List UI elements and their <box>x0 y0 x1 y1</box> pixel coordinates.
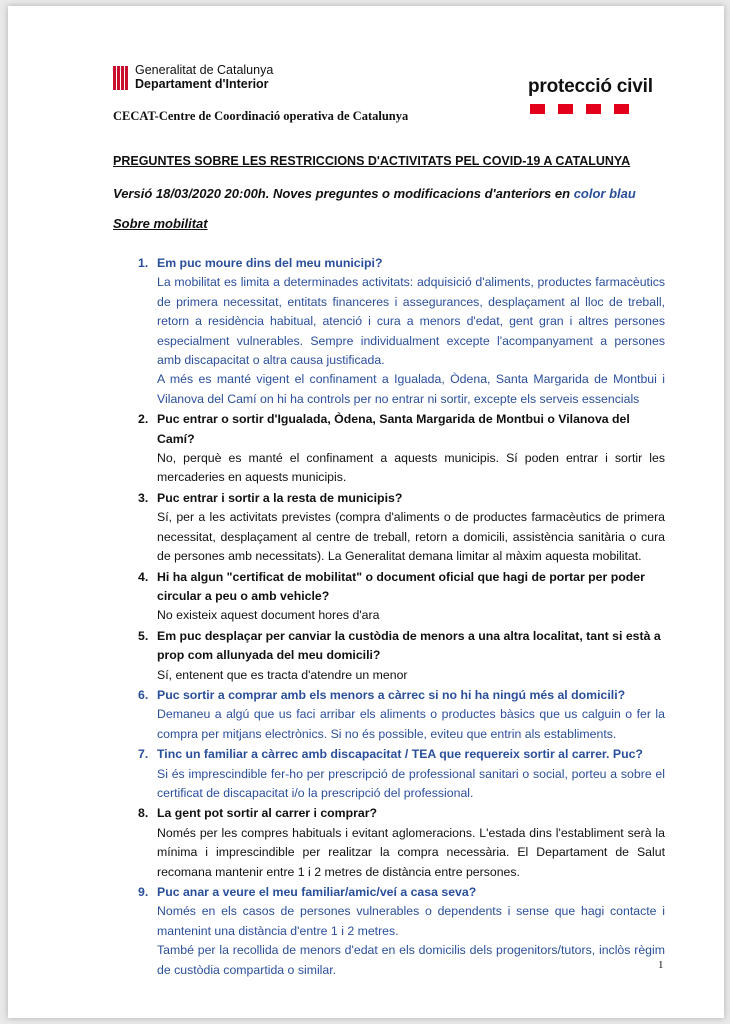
answer-text: Només en els casos de persones vulnerables o dependents i sense que hagi contacte i mantenint una distància d'entre 1 i 2 metres. <box>157 904 665 938</box>
version-line <box>113 186 636 201</box>
document-title: PREGUNTES SOBRE LES RESTRICCIONS D'ACTIVITATS PEL COVID-19 A CATALUNYA <box>113 154 631 168</box>
proteccio-civil-title: protecció civil <box>528 76 653 97</box>
answer-text: No existeix aquest document hores d'ara <box>157 608 380 623</box>
question-text: Puc entrar i sortir a la resta de municipis? <box>157 490 403 505</box>
question-text: Em puc moure dins del meu municipi? <box>157 256 383 270</box>
question-number: 1. <box>138 256 149 270</box>
proteccio-civil-logo <box>528 76 653 114</box>
question-number: 9. <box>138 885 149 899</box>
question-text: Puc anar a veure el meu familiar/amic/veí a casa seva? <box>157 885 477 899</box>
question-number: 2. <box>138 412 149 427</box>
question-text: Puc sortir a comprar amb els menors a càrrec si no hi ha ningú més al domicili? <box>157 687 626 702</box>
question-text: Puc entrar o sortir d'Igualada, Òdena, Santa Margarida de Montbui o Vilanova del Camí? <box>157 412 630 446</box>
page-number: 1 <box>658 959 664 971</box>
answer-text: Demaneu a algú que us faci arribar els aliments o productes bàsics que us calguin o fer la compra per mitjans electrònics. Si no és possible, eviteu que entrin als establiments. <box>157 707 665 741</box>
question-number: 6. <box>138 687 149 702</box>
answer-text: Si és imprescindible fer-ho per prescripció de professional sanitari o social, porteu a sobre el certificat de discapacitat i/o la prescripció del professional. <box>157 766 665 800</box>
senyera-icon <box>113 66 128 90</box>
question-item <box>138 883 665 902</box>
question-text: Em puc desplaçar per canviar la custòdia de menors a una altra localitat, tant si està a prop com allunyada del meu domicili? <box>157 628 661 663</box>
question-text: Hi ha algun "certificat de mobilitat" o document oficial que hagi de portar per poder circular a peu o amb vehicle? <box>157 569 645 603</box>
question-item <box>138 745 665 764</box>
department-name: Departament d'Interior <box>135 77 269 91</box>
question-item <box>138 410 665 449</box>
answer-text: També per la recollida de menors d'edat en els domicilis dels progenitors/tutors, inclòs règim de custòdia compartida o similar. <box>157 943 665 977</box>
document-page <box>8 6 724 1018</box>
question-item <box>138 627 665 666</box>
question-number: 4. <box>138 569 149 584</box>
question-item <box>138 804 665 823</box>
question-text: Tinc un familiar a càrrec amb discapacitat / TEA que requereix sortir al carrer. Puc? <box>157 747 643 762</box>
generalitat-name: Generalitat de Catalunya <box>135 63 274 77</box>
question-item <box>138 686 665 705</box>
answer-text: Sí, per a les activitats previstes (compra d'aliments o de productes farmacèutics de primera necessitat, desplaçament al centre de treball, retorn a domicili, assistència sanitària o cura de persones amb necessitats). La Generalitat demana limitar al màxim aquesta mobilitat. <box>157 510 665 564</box>
answer-text: A més es manté vigent el confinament a Igualada, Òdena, Santa Margarida de Montbui i Vilanova del Camí on hi ha controls per no entrar ni sortir, excepte els serveis essencials <box>157 372 665 406</box>
version-blue-text: color blau <box>573 186 636 201</box>
cecat-heading: CECAT-Centre de Coordinació operativa de Catalunya <box>113 109 409 123</box>
answer-text: Només per les compres habituals i evitant aglomeracions. L'estada dins l'establiment serà la mínima i imprescindible per realitzar la compra necessària. El Departament de Salut recomana mantenir entre 1 i 2 metres de distància entre persones. <box>157 825 665 879</box>
question-number: 5. <box>138 628 149 643</box>
answer-text: La mobilitat es limita a determinades activitats: adquisició d'aliments, productes farmacèutics de primera necessitat, entitats financeres i assegurances, desplaçament al lloc de treball, retorn a residència habitual, atenció i cura a menors d'edat, gent gran i altres persones especialment vulnerables. Sempre individualment excepte l'acompanyament a persones amb discapacitat o altra causa justificada. <box>157 275 665 368</box>
question-text: La gent pot sortir al carrer i comprar? <box>157 806 378 821</box>
answer-text: Sí, entenent que es tracta d'atendre un menor <box>157 667 408 682</box>
section-heading: Sobre mobilitat <box>113 216 208 231</box>
question-list <box>138 253 665 980</box>
question-item <box>138 568 665 607</box>
generalitat-logo <box>113 64 273 91</box>
answer-text: No, perquè es manté el confinament a aquests municipis. Sí poden entrar i sortir les mercaderies en aquests municipis. <box>157 451 665 485</box>
question-number: 3. <box>138 490 149 505</box>
question-number: 8. <box>138 806 149 821</box>
proteccio-civil-squares-icon <box>528 104 653 114</box>
question-number: 7. <box>138 747 149 762</box>
question-item <box>138 254 665 273</box>
question-item <box>138 489 665 508</box>
version-text: Versió 18/03/2020 20:00h. Noves preguntes o modificacions d'anteriors en <box>113 186 574 201</box>
